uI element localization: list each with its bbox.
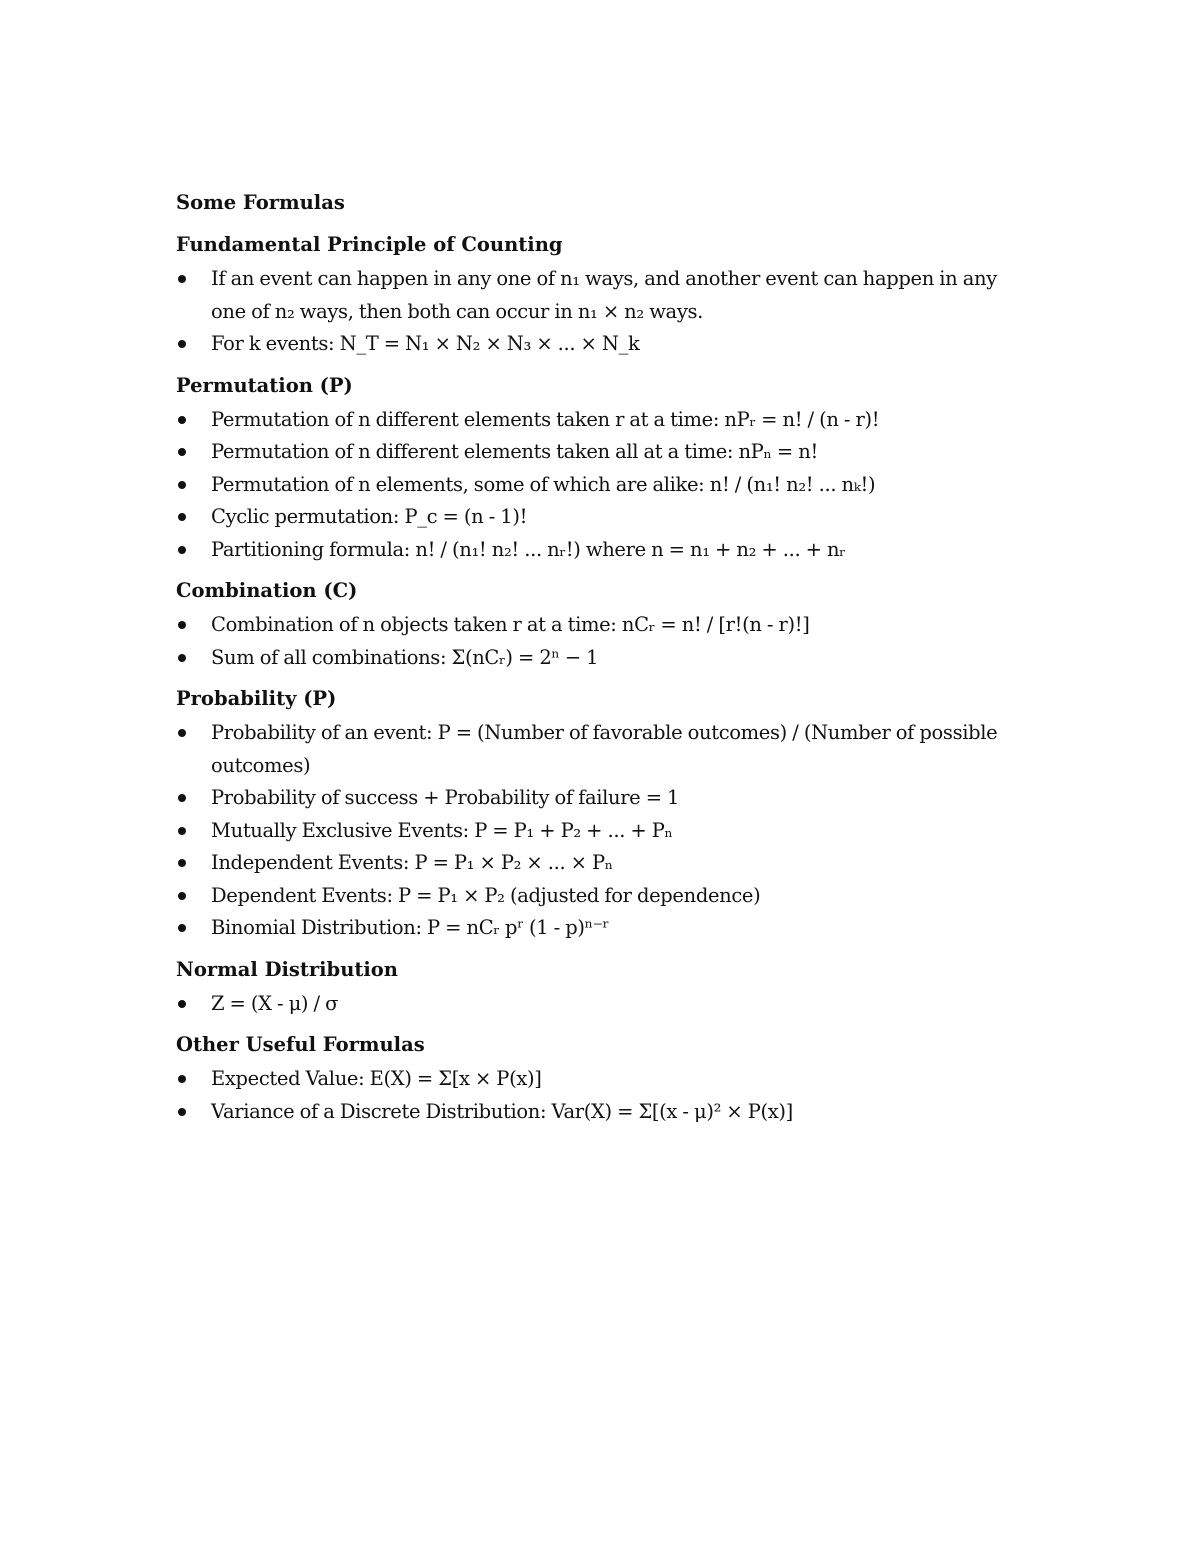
bullet-list [176, 404, 1036, 567]
bullet-icon [178, 654, 186, 662]
list-item-text: Partitioning formula: n! / (n₁! n₂! ... nᵣ!) where n = n₁ + n₂ + ... + nᵣ [211, 537, 846, 561]
document-page [176, 188, 1036, 1138]
list-item-text: Variance of a Discrete Distribution: Var(X) = Σ[(x - μ)² × P(x)] [211, 1099, 793, 1123]
list-item [176, 436, 1036, 469]
list-item-text: Probability of success + Probability of failure = 1 [211, 786, 680, 809]
list-item-text: Independent Events: P = P₁ × P₂ × ... × Pₙ [211, 851, 613, 874]
bullet-icon [178, 1075, 186, 1083]
list-item [176, 1096, 1036, 1129]
section-other-formulas [176, 1030, 1036, 1128]
list-item [176, 815, 1036, 848]
list-item-text: Binomial Distribution: P = nCᵣ pʳ (1 - p)ⁿ⁻ʳ [211, 916, 610, 939]
bullet-icon [178, 275, 186, 283]
list-item [176, 609, 1036, 642]
list-item [176, 717, 1036, 782]
bullet-icon [178, 729, 186, 737]
list-item [176, 642, 1036, 675]
bullet-icon [178, 827, 186, 835]
section-normal-distribution [176, 955, 1036, 1021]
list-item [176, 847, 1036, 880]
list-item-text: Mutually Exclusive Events: P = P₁ + P₂ + ... + Pₙ [211, 818, 673, 842]
section-heading: Fundamental Principle of Counting [176, 233, 563, 256]
list-item [176, 469, 1036, 502]
section-heading: Normal Distribution [176, 957, 398, 981]
bullet-icon [178, 1000, 186, 1008]
section-probability [176, 684, 1036, 945]
section-counting [176, 230, 1036, 361]
bullet-list [176, 1063, 1036, 1128]
list-item [176, 263, 1036, 328]
list-item [176, 988, 1036, 1021]
bullet-list [176, 609, 1036, 674]
section-combination [176, 576, 1036, 674]
list-item [176, 328, 1036, 361]
section-permutation [176, 371, 1036, 567]
list-item [176, 404, 1036, 437]
bullet-icon [178, 1108, 186, 1116]
list-item-text: Z = (X - μ) / σ [211, 991, 339, 1015]
bullet-icon [178, 416, 186, 424]
section-heading: Permutation (P) [176, 373, 353, 397]
list-item-text: Permutation of n elements, some of which are alike: n! / (n₁! n₂! ... nₖ!) [211, 472, 876, 496]
bullet-icon [178, 546, 186, 554]
bullet-icon [178, 340, 186, 348]
bullet-icon [178, 448, 186, 456]
list-item-text: Dependent Events: P = P₁ × P₂ (adjusted for dependence) [211, 883, 761, 907]
list-item [176, 912, 1036, 945]
list-item-text: For k events: N_T = N₁ × N₂ × N₃ × ... × N_k [211, 332, 640, 355]
bullet-list [176, 263, 1036, 361]
list-item [176, 782, 1036, 815]
bullet-icon [178, 621, 186, 629]
bullet-list [176, 717, 1036, 945]
list-item-text: Permutation of n different elements taken all at a time: nPₙ = n! [211, 440, 818, 463]
list-item-text: Combination of n objects taken r at a time: nCᵣ = n! / [r!(n - r)!] [211, 613, 810, 636]
bullet-icon [178, 794, 186, 802]
list-item-text: Expected Value: E(X) = Σ[x × P(x)] [211, 1067, 542, 1090]
document-title: Some Formulas [176, 191, 345, 214]
list-item [176, 880, 1036, 913]
list-item-text: Cyclic permutation: P_c = (n - 1)! [211, 505, 528, 528]
bullet-icon [178, 481, 186, 489]
list-item-text: Probability of an event: P = (Number of favorable outcomes) / (Number of possible outcomes) [211, 721, 998, 777]
bullet-icon [178, 513, 186, 521]
section-heading: Probability (P) [176, 687, 337, 710]
list-item-text: Sum of all combinations: Σ(nCᵣ) = 2ⁿ − 1 [211, 645, 599, 669]
bullet-icon [178, 924, 186, 932]
section-heading: Combination (C) [176, 579, 358, 602]
bullet-icon [178, 859, 186, 867]
list-item [176, 1063, 1036, 1096]
bullet-list [176, 988, 1036, 1021]
bullet-icon [178, 892, 186, 900]
list-item [176, 501, 1036, 534]
list-item-text: If an event can happen in any one of n₁ ways, and another event can happen in any one of n₂ ways, then both can occur in n₁ × n₂ ways. [211, 267, 997, 323]
list-item [176, 534, 1036, 567]
section-heading: Other Useful Formulas [176, 1033, 425, 1056]
list-item-text: Permutation of n different elements taken r at a time: nPᵣ = n! / (n - r)! [211, 407, 880, 431]
